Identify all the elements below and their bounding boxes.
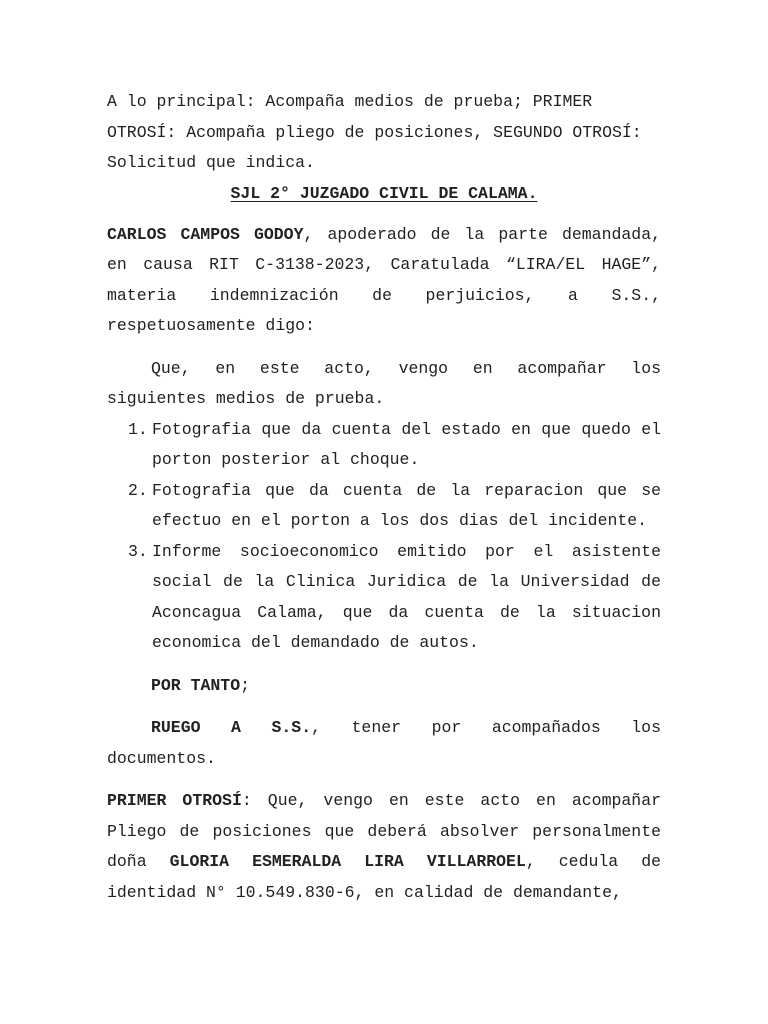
intro-text: , apoderado de la parte demandada, en causa RIT C-3138-2023, Caratulada “LIRA/EL HAGE”, materia indemnización de perjuicios, a S.S., respetuosamente digo: [107, 224, 661, 335]
evidence-item-number: 3. [128, 541, 148, 561]
request-ss-group [271, 713, 321, 744]
request-a: A [231, 718, 241, 737]
legal-document [107, 87, 661, 908]
request-paragraph [107, 713, 661, 774]
evidence-item [107, 415, 661, 476]
court-heading [107, 179, 661, 209]
evidence-item-number: 1. [128, 419, 148, 439]
request-por: por [431, 718, 462, 737]
evidence-item [107, 537, 661, 659]
primer-otrosi-paragraph [107, 786, 661, 908]
request-line-1 [107, 713, 661, 744]
intro-paragraph [107, 220, 661, 342]
request-acompanados: acompañados [491, 718, 601, 737]
summary-line-1: A lo principal: Acompaña medios de prueba; PRIMER [107, 92, 593, 111]
evidence-item-text: Fotografia que da cuenta de la reparacion que se efectuo en el porton a los dos dias del incidente. [152, 480, 661, 530]
evidence-item [107, 476, 661, 537]
summary-line-3: Solicitud que indica. [107, 153, 315, 172]
por-tanto [107, 671, 661, 702]
evidence-list [107, 415, 661, 659]
request-line-2: documentos. [107, 748, 216, 768]
por-tanto-semicolon: ; [240, 675, 251, 695]
request-ss: S.S. [271, 718, 312, 737]
primer-otrosi-label: PRIMER OTROSÍ [107, 791, 242, 810]
por-tanto-label: POR TANTO [151, 675, 241, 695]
summary-line-2: OTROSÍ: Acompaña pliego de posiciones, SEGUNDO OTROSÍ: [107, 122, 642, 142]
evidence-item-number: 2. [128, 480, 148, 500]
primer-otrosi-text-end: , cedula de identidad N° 10.549.830-6, en calidad de demandante, [107, 852, 661, 902]
document-summary [107, 87, 661, 179]
request-tener: tener [351, 718, 402, 737]
request-ruego: RUEGO [151, 718, 201, 737]
evidence-item-text: Informe socioeconomico emitido por el asistente social de la Clinica Juridica de la Universidad de Aconcagua Calama, que da cuenta de la situacion economica del demandado de autos. [152, 541, 661, 652]
evidence-intro: Que, en este acto, vengo en acompañar los siguientes medios de prueba. [107, 358, 661, 408]
attorney-name: CARLOS CAMPOS GODOY [107, 224, 304, 244]
evidence-item-text: Fotografia que da cuenta del estado en que quedo el porton posterior al choque. [152, 419, 661, 469]
request-comma: , [311, 718, 321, 737]
plaintiff-name: GLORIA ESMERALDA LIRA VILLARROEL [169, 852, 526, 871]
request-los: los [631, 718, 661, 737]
court-heading-text: SJL 2° JUZGADO CIVIL DE CALAMA. [230, 183, 538, 203]
primer-otrosi-text: : Que, vengo en este acto en acompañar Pliego de posiciones que deberá absolver personalmente doña [107, 791, 661, 871]
